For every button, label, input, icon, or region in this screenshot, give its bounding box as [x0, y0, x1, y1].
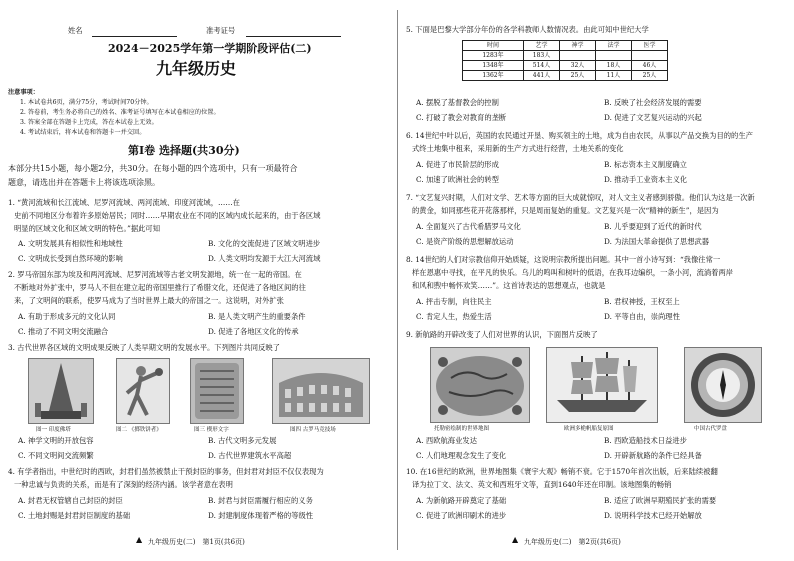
q9-caption: 欧洲多桅帆船复原图 — [564, 426, 614, 432]
q6-option-a[interactable]: A. 促进了市民阶层的形成 — [416, 160, 499, 169]
table-header: 神学 — [560, 41, 596, 51]
q1-option-d[interactable]: D. 人类文明均发源于大江大河流域 — [208, 254, 321, 263]
colosseum-image — [272, 358, 370, 424]
q8-option-c[interactable]: C. 肯定人生，热爱生活 — [416, 312, 492, 321]
q8-option-a[interactable]: A. 抨击专制，向往民主 — [416, 297, 492, 306]
q6-option-c[interactable]: C. 加速了欧洲社会的转型 — [416, 175, 499, 184]
q9-option-c[interactable]: C. 人们地理观念发生了变化 — [416, 451, 507, 460]
q4-option-a[interactable]: A. 封君无权管辖自己封臣的封臣 — [18, 496, 123, 505]
table-row: 1283年 183人 — [463, 51, 668, 61]
section-title: 第Ⅰ卷 选择题(共30分) — [128, 144, 240, 157]
q10-option-a[interactable]: A. 为新航路开辟奠定了基础 — [416, 496, 507, 505]
q2-option-d[interactable]: D. 促进了各地区文化的传承 — [208, 327, 299, 336]
note-item: 3. 答案全部在答题卡上完成，答在本试卷上无效。 — [20, 119, 158, 126]
discobolus-image — [116, 358, 170, 424]
section-intro: 题意，请选出并在答题卡上将该选项涂黑。 — [8, 178, 160, 187]
q2-text: 来，了文明间的联系，使罗马成为了当时世界上最大的帝国之一。这说明，对外扩张 — [14, 296, 284, 305]
column-divider — [397, 10, 398, 550]
table-header: 时间 — [463, 41, 524, 51]
q8-option-b[interactable]: B. 君权神授，王权至上 — [604, 297, 680, 306]
q3-caption: 图二 《掷铁饼者》 — [116, 427, 162, 433]
table-row: 1348年 514人 32人 18人 46人 — [463, 61, 668, 71]
q7-option-a[interactable]: A. 全面复兴了古代希腊罗马文化 — [416, 222, 521, 231]
note-item: 1. 本试卷共6页，满分75分，考试时间70分钟。 — [20, 99, 153, 106]
note-item: 4. 考试结束后，将本试卷和答题卡一并交回。 — [20, 129, 146, 136]
q1-text: 1. “黄河流域和长江流域、尼罗河流域、两河流域、印度河流域，……在 — [8, 198, 240, 207]
q4-text: 一种忠诚与负责的关系，而是有了深刻的经济内涵。该学者意在表明 — [14, 480, 233, 489]
note-item: 2. 答卷前，考生务必将自己的姓名、准考证号填写在本试卷相应的位置。 — [20, 109, 220, 116]
table-header: 医学 — [632, 41, 668, 51]
q8-text: 样在恩惠中寻找，在平凡的快乐。乌儿的鸣叫和树叶的低语，在我耳边编织，一条小河，流淌着两岸 — [412, 268, 734, 277]
exam-no-label: 准考证号 — [206, 26, 236, 35]
q3-option-c[interactable]: C. 不同文明间交流频繁 — [18, 451, 94, 460]
q10-text: 译为拉丁文、法文、英文和西班牙文等，直到1640年还在印制。该地图集的畅销 — [412, 480, 672, 489]
q9-caption: 托勒密绘制的世界地图 — [434, 426, 490, 432]
q5-option-b[interactable]: B. 反映了社会经济发展的需要 — [604, 98, 702, 107]
teacher-table — [462, 40, 668, 81]
table-header: 艺学 — [524, 41, 560, 51]
q1-option-c[interactable]: C. 文明成长受到自然环境的影响 — [18, 254, 123, 263]
q2-option-b[interactable]: B. 是人类文明产生的重要条件 — [208, 312, 306, 321]
q9-caption: 中国古代罗盘 — [694, 426, 728, 432]
q3-caption: 图四 古罗马竞技场 — [290, 427, 336, 433]
q6-option-d[interactable]: D. 推动手工业资本主义化 — [604, 175, 688, 184]
q5-option-d[interactable]: D. 促进了文艺复兴运动的兴起 — [604, 113, 702, 122]
world-map-image — [430, 347, 530, 423]
q3-option-b[interactable]: B. 古代文明多元发展 — [208, 436, 277, 445]
q2-text: 不断地对外扩张中，罗马人不但在建立起的帝国里推行了希腊文化，还促进了各地区间的往 — [14, 283, 306, 292]
q10-option-d[interactable]: D. 说明科学技术已经开始解放 — [604, 511, 702, 520]
q6-text: 式终土地集中租来，采用新的生产方式进行经营，土地关系的变化 — [412, 144, 624, 153]
q7-option-b[interactable]: B. 儿乎要迎到了近代的新时代 — [604, 222, 702, 231]
q9-text: 9. 新航路的开辟改变了人们对世界的认识，下面图片反映了 — [406, 330, 598, 339]
q3-text: 3. 古代世界各区域的文明成果反映了人类早期文明的发展水平。下列图片共同反映了 — [8, 343, 280, 352]
q6-option-b[interactable]: B. 标志资本主义制度确立 — [604, 160, 687, 169]
name-label: 姓名 — [68, 26, 83, 35]
table-header: 法学 — [596, 41, 632, 51]
q7-option-d[interactable]: D. 为法国大革命提供了思想武器 — [604, 237, 710, 246]
q2-text: 2. 罗马帝国东部为埃及和两河流域、尼罗河流域等古老文明发源地，统一在一起的帝国。在 — [8, 270, 302, 279]
q4-option-b[interactable]: B. 封君与封臣需履行相应的义务 — [208, 496, 313, 505]
q10-text: 10. 在16世纪的欧洲，世界地图集《寰宇大观》畅销不衰。它于1570年首次出版，后来陆续被翻 — [406, 467, 718, 476]
q10-option-b[interactable]: B. 适应了欧洲早期殖民扩张的需要 — [604, 496, 717, 505]
triangle-icon: ▲ — [136, 535, 143, 544]
q8-option-d[interactable]: D. 平等自由，崇尚理性 — [604, 312, 680, 321]
exam-title: 2024－2025学年第一学期阶段评估(二) — [108, 42, 312, 55]
compass-image — [684, 347, 762, 423]
subject-title: 九年级历史 — [156, 59, 237, 78]
q1-text: 明显的区域文化和区域文明的特色。”据此可知 — [14, 224, 161, 233]
q7-text: 7. “文艺复兴时期，人们对文学、艺术等方面的巨大成就惊叹，对人文主义者感到骄傲。他们认为这是一次新 — [406, 193, 755, 202]
q9-option-d[interactable]: D. 开辟新航路的条件已经具备 — [604, 451, 702, 460]
q6-text: 6. 14世纪中叶以后，英国的农民通过开垦、购买领主的土地，成为自由农民，从事以产品交换为目的的生产 — [406, 131, 753, 140]
pagoda-image — [28, 358, 94, 424]
q4-option-d[interactable]: D. 封建制度体现着严格的等级性 — [208, 511, 314, 520]
sailing-ship-image — [546, 347, 658, 423]
q4-text: 4. 有学者指出，中世纪时的西欧，封君们虽然被禁止干预封臣的事务，但封君对封臣不仅仅表现为 — [8, 467, 324, 476]
name-blank — [92, 36, 177, 37]
q5-option-c[interactable]: C. 打破了教会对教育的垄断 — [416, 113, 507, 122]
q8-text: 8. 14世纪的人们对宗教信仰开始质疑，这说明宗教所提出问题。其中一首小诗写到：“我像往常一 — [406, 255, 721, 264]
q5-option-a[interactable]: A. 摆脱了基督教会的控制 — [416, 98, 499, 107]
q2-option-c[interactable]: C. 推动了不同文明交流融合 — [18, 327, 109, 336]
q8-text: 和风和煦中畅怀欢笑……”。这首诗表达的思想观点，也就是 — [412, 281, 606, 290]
q1-text: 史前不同地区分布着许多原始居民；同时……早期农业在不同的区域内成长起来的，由于各区域 — [14, 211, 321, 220]
q5-text: 5. 下面是巴黎大学部分年份的各学科教师人数情况表。由此可知中世纪大学 — [406, 25, 649, 34]
cuneiform-image — [190, 358, 244, 424]
page-footer: 九年级历史(二) 第2页(共6页) — [524, 538, 621, 546]
q3-option-d[interactable]: D. 古代世界建筑水平高超 — [208, 451, 292, 460]
q2-option-a[interactable]: A. 有助于形成多元的文化认同 — [18, 312, 116, 321]
q4-option-c[interactable]: C. 土地封赐是封君封臣制度的基础 — [18, 511, 131, 520]
section-intro: 本部分共15小题，每小题2分，共30分。在每小题的四个选项中，只有一项最符合 — [8, 164, 298, 173]
q3-caption: 图一 印度佛塔 — [36, 427, 71, 433]
q3-caption: 图三 楔形文字 — [194, 427, 229, 433]
q3-option-a[interactable]: A. 神学文明的开放包容 — [18, 436, 94, 445]
page-1 — [6, 0, 394, 561]
page-2 — [404, 0, 792, 561]
exam-no-blank — [246, 36, 341, 37]
q9-option-b[interactable]: B. 西欧造船技术日益进步 — [604, 436, 687, 445]
page-footer: 九年级历史(二) 第1页(共6页) — [148, 538, 245, 546]
notes-heading: 注意事项： — [8, 89, 39, 96]
q7-text: 的黄金，如同那些花开花落那样，只是周而复始的重复。文艺复兴是一次“精神的新生”，是因为 — [412, 206, 719, 215]
q9-option-a[interactable]: A. 西欧航海业发达 — [416, 436, 477, 445]
q10-option-c[interactable]: C. 促进了欧洲印刷术的进步 — [416, 511, 507, 520]
q1-option-b[interactable]: B. 文化的交流促进了区域文明进步 — [208, 239, 321, 248]
table-row: 1362年 441人 25人 11人 25人 — [463, 71, 668, 81]
q7-option-c[interactable]: C. 是资产阶级的思想解放运动 — [416, 237, 514, 246]
triangle-icon: ▲ — [512, 535, 519, 544]
q1-option-a[interactable]: A. 文明发展具有相似性和地域性 — [18, 239, 123, 248]
